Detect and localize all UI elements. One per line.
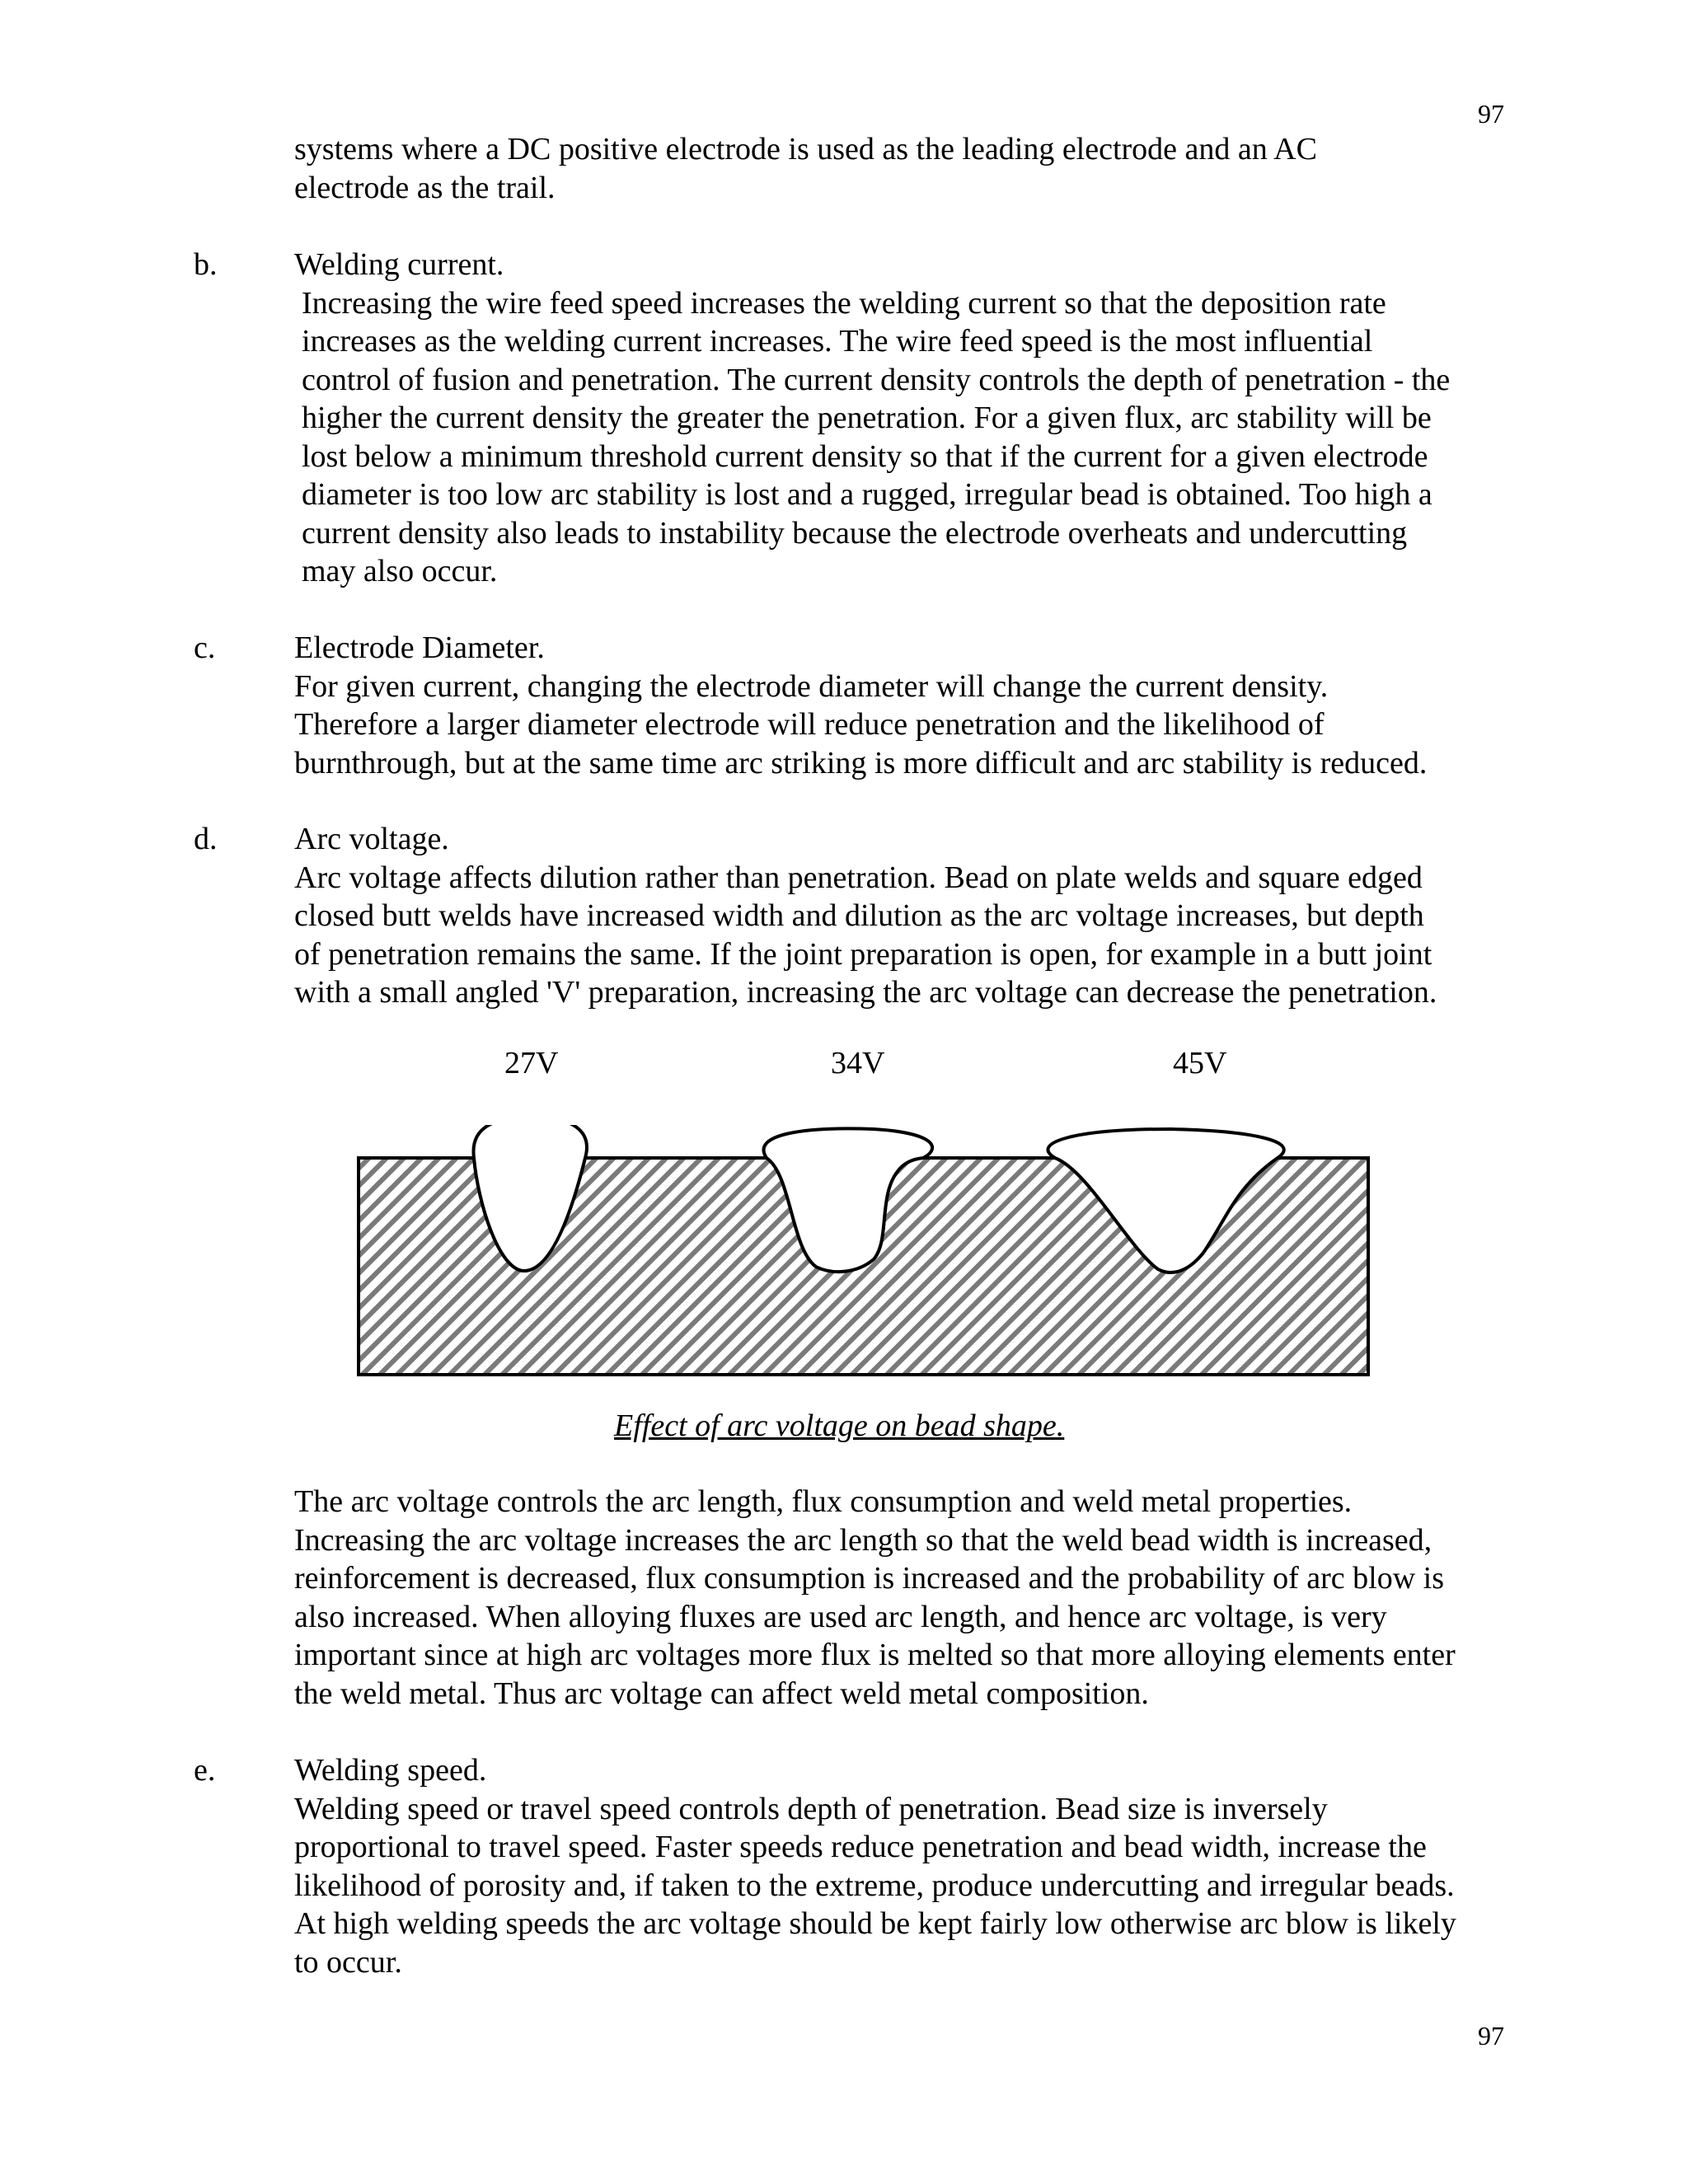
section-c-marker: c. (194, 630, 216, 665)
section-b-line: current density also leads to instability because the electrode overheats and undercutting (302, 515, 1408, 551)
section-e-line: Welding speed or travel speed controls depth of penetration. Bead size is inversely (294, 1791, 1328, 1826)
figure-caption: Effect of arc voltage on bead shape. (614, 1408, 1065, 1443)
section-d-line: closed butt welds have increased width and dilution as the arc voltage increases, but depth (294, 898, 1424, 933)
section-d-followup-line: also increased. When alloying fluxes are used arc length, and hence arc voltage, is very (294, 1599, 1387, 1634)
section-d-title: Arc voltage. (294, 822, 449, 856)
section-c-title: Electrode Diameter. (294, 630, 545, 665)
section-b-line: Increasing the wire feed speed increases the welding current so that the deposition rate (302, 285, 1386, 321)
section-c-line: For given current, changing the electrode diameter will change the current density. (294, 668, 1329, 704)
section-e-marker: e. (194, 1753, 216, 1788)
section-e-line: At high welding speeds the arc voltage should be kept fairly low otherwise arc blow is likely (294, 1906, 1456, 1941)
section-c-line: Therefore a larger diameter electrode will reduce penetration and the likelihood of (294, 707, 1325, 742)
section-d-line: of penetration remains the same. If the joint preparation is open, for example in a butt joint (294, 936, 1432, 972)
section-d-followup-line: Increasing the arc voltage increases the arc length so that the weld bead width is increased, (294, 1522, 1432, 1558)
page-number-top: 97 (1478, 99, 1504, 129)
section-d-followup-line: The arc voltage controls the arc length, flux consumption and weld metal properties. (294, 1484, 1353, 1519)
section-e-line: likelihood of porosity and, if taken to the extreme, produce undercutting and irregular beads. (294, 1868, 1455, 1903)
section-b-line: lost below a minimum threshold current density so that if the current for a given electrode (302, 438, 1428, 474)
intro-line: systems where a DC positive electrode is used as the leading electrode and an AC (294, 132, 1317, 166)
section-e-line: to occur. (294, 1944, 402, 1980)
section-d-marker: d. (194, 822, 218, 856)
section-d-followup-line: reinforcement is decreased, flux consumption is increased and the probability of arc blow is (294, 1561, 1444, 1596)
intro-line: electrode as the trail. (294, 170, 556, 205)
section-b-marker: b. (194, 247, 218, 282)
section-d-line: with a small angled 'V' preparation, increasing the arc voltage can decrease the penetration. (294, 975, 1437, 1010)
section-c-line: burnthrough, but at the same time arc striking is more difficult and arc stability is reduced. (294, 745, 1428, 780)
section-b-line: higher the current density the greater the penetration. For a given flux, arc stability will be (302, 401, 1432, 435)
section-b-line: control of fusion and penetration. The current density controls the depth of penetration - the (302, 362, 1451, 397)
section-b-line: may also occur. (302, 554, 498, 588)
section-d-followup-line: important since at high arc voltages more flux is melted so that more alloying elements enter (294, 1638, 1456, 1672)
voltage-label-34v: 34V (831, 1046, 885, 1080)
section-b-line: diameter is too low arc stability is lost and a rugged, irregular bead is obtained. Too high a (302, 477, 1432, 512)
section-e-line: proportional to travel speed. Faster speeds reduce penetration and bead width, increase the (294, 1830, 1427, 1864)
section-b-title: Welding current. (294, 247, 504, 282)
section-d-followup-line: the weld metal. Thus arc voltage can affect weld metal composition. (294, 1675, 1149, 1711)
page-number-bottom: 97 (1478, 2021, 1504, 2050)
section-d-line: Arc voltage affects dilution rather than penetration. Bead on plate welds and square edged (294, 860, 1423, 895)
section-e-title: Welding speed. (294, 1753, 487, 1788)
voltage-label-45v: 45V (1173, 1046, 1227, 1080)
voltage-label-27v: 27V (504, 1046, 559, 1080)
bead-shape-figure (346, 1125, 1385, 1397)
section-b-line: increases as the welding current increases. The wire feed speed is the most influential (302, 324, 1373, 359)
